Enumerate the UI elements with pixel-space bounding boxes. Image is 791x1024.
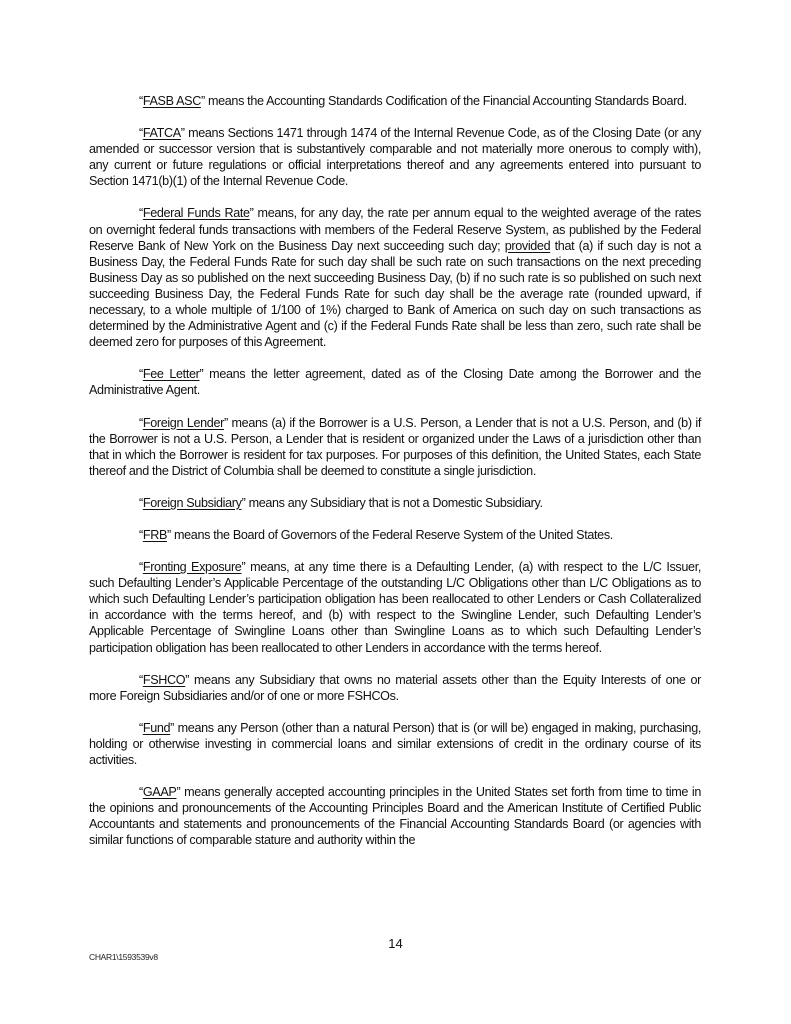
close-quote: ” <box>167 527 171 542</box>
close-quote: ” <box>176 785 181 800</box>
definition-fatca <box>89 125 701 189</box>
definition-foreign-lender <box>89 415 701 479</box>
definition-frb <box>89 527 701 543</box>
definition-text: means any Subsidiary that owns no material assets other than the Equity Interests of one or more Foreign Subsidiaries and/or of one or more FSHCOs. <box>89 672 701 703</box>
close-quote: ” <box>200 94 205 108</box>
close-quote: ” <box>170 720 175 735</box>
definition-fronting-exposure <box>89 559 701 656</box>
close-quote: ” <box>241 560 246 575</box>
definition-text: means the letter agreement, dated as of the Closing Date among the Borrower and the Administrative Agent. <box>89 367 701 398</box>
defined-term: Fronting Exposure <box>142 560 242 575</box>
open-quote: “ <box>139 527 143 542</box>
definition-text: means any Person (other than a natural Person) that is (or will be) engaged in making, purchasing, holding or otherwise investing in commercial loans and similar extensions of credit in the ordinary course of its activities. <box>89 720 701 767</box>
definition-text: means generally accepted accounting principles in the United States set forth from time to time in the opinions and pronouncements of the Accounting Principles Board and the American Institute of Certified Public Accountants and statements and pronouncements of the Financial Accounting Standards Board (or agencies with similar functions of comparable stature and authority within the <box>89 785 701 848</box>
close-quote: ” <box>199 367 204 382</box>
provided-emphasis: provided <box>504 238 551 253</box>
page-number: 14 <box>388 936 403 951</box>
close-quote: ” <box>223 415 228 430</box>
close-quote: ” <box>241 495 246 510</box>
open-quote: “ <box>139 206 143 221</box>
open-quote: “ <box>139 720 143 735</box>
open-quote: “ <box>139 367 143 382</box>
definition-gaap <box>89 784 701 848</box>
document-id: CHAR1\1593539v8 <box>89 952 158 962</box>
definition-text: means, for any day, the rate per annum equal to the weighted average of the rates on overnight federal funds transactions with members of the Federal Reserve System, as published by the Federal Reserve Bank of New York on the Business Day next succeeding such day; <box>89 206 701 253</box>
document-body <box>89 93 701 864</box>
close-quote: ” <box>249 206 254 221</box>
defined-term: FASB ASC <box>142 94 201 108</box>
definition-text-continued: that (a) if such day is not a Business Day, the Federal Funds Rate for such day shall be such rate on such transactions on the next preceding Business Day as so published on the next succeeding Business Day, (b) if no such rate is so published on such next succeeding Business Day, the Federal Funds Rate for such day shall be the average rate (rounded upward, if necessary, to a whole multiple of 1/100 of 1%) charged to Bank of America on such day on such transactions as determined by the Administrative Agent and (c) if the Federal Funds Rate shall be less than zero, such rate shall be deemed zero for purposes of this Agreement. <box>89 238 701 350</box>
close-quote: ” <box>180 126 185 141</box>
defined-term: FRB <box>142 527 167 542</box>
close-quote: ” <box>185 672 190 687</box>
definition-fee-letter <box>89 366 701 398</box>
open-quote: “ <box>139 560 143 575</box>
defined-term: FSHCO <box>142 672 186 687</box>
open-quote: “ <box>139 495 143 510</box>
open-quote: “ <box>139 672 143 687</box>
definition-fund <box>89 720 701 768</box>
definition-fasb-asc <box>89 93 701 109</box>
defined-term: Fund <box>142 720 171 735</box>
open-quote: “ <box>139 126 143 141</box>
definition-fshco <box>89 672 701 704</box>
open-quote: “ <box>139 785 143 800</box>
defined-term: FATCA <box>142 126 181 141</box>
defined-term: Federal Funds Rate <box>142 206 250 221</box>
defined-term: Fee Letter <box>142 367 200 382</box>
open-quote: “ <box>139 415 143 430</box>
definition-federal-funds-rate <box>89 205 701 350</box>
definition-text: means the Board of Governors of the Federal Reserve System of the United States. <box>170 527 613 542</box>
definition-text: means Sections 1471 through 1474 of the Internal Revenue Code, as of the Closing Date (or any amended or successor version that is substantively comparable and not materially more onerous to comply with), any current or future regulations or official interpretations thereof and any agreements entered into pursuant to Section 1471(b)(1) of the Internal Revenue Code. <box>89 126 701 189</box>
definition-text: means any Subsidiary that is not a Domestic Subsidiary. <box>245 495 543 510</box>
definition-foreign-subsidiary <box>89 495 701 511</box>
defined-term: Foreign Subsidiary <box>142 495 242 510</box>
defined-term: GAAP <box>142 785 177 800</box>
definition-text: means the Accounting Standards Codification of the Financial Accounting Standards Board. <box>204 94 687 108</box>
definition-text: means (a) if the Borrower is a U.S. Person, a Lender that is not a U.S. Person, and (b) if the Borrower is not a U.S. Person, a Lender that is resident or organized under the Laws of a jurisdiction other than that in which the Borrower is resident for tax purposes. For purposes of this definition, the United States, each State thereof and the District of Columbia shall be deemed to constitute a single jurisdiction. <box>89 415 701 478</box>
definition-text: means, at any time there is a Defaulting Lender, (a) with respect to the L/C Issuer, such Defaulting Lender’s Applicable Percentage of the outstanding L/C Obligations other than L/C Obligations as to which such Defaulting Lender’s participation obligation has been reallocated to other Lenders or Cash Collateralized in accordance with the terms hereof, and (b) with respect to the Swingline Lender, such Defaulting Lender’s Applicable Percentage of Swingline Loans other than Swingline Loans as to which such Defaulting Lender’s participation obligation has been reallocated to other Lenders in accordance with the terms hereof. <box>89 560 701 655</box>
open-quote: “ <box>139 94 143 108</box>
defined-term: Foreign Lender <box>142 415 224 430</box>
